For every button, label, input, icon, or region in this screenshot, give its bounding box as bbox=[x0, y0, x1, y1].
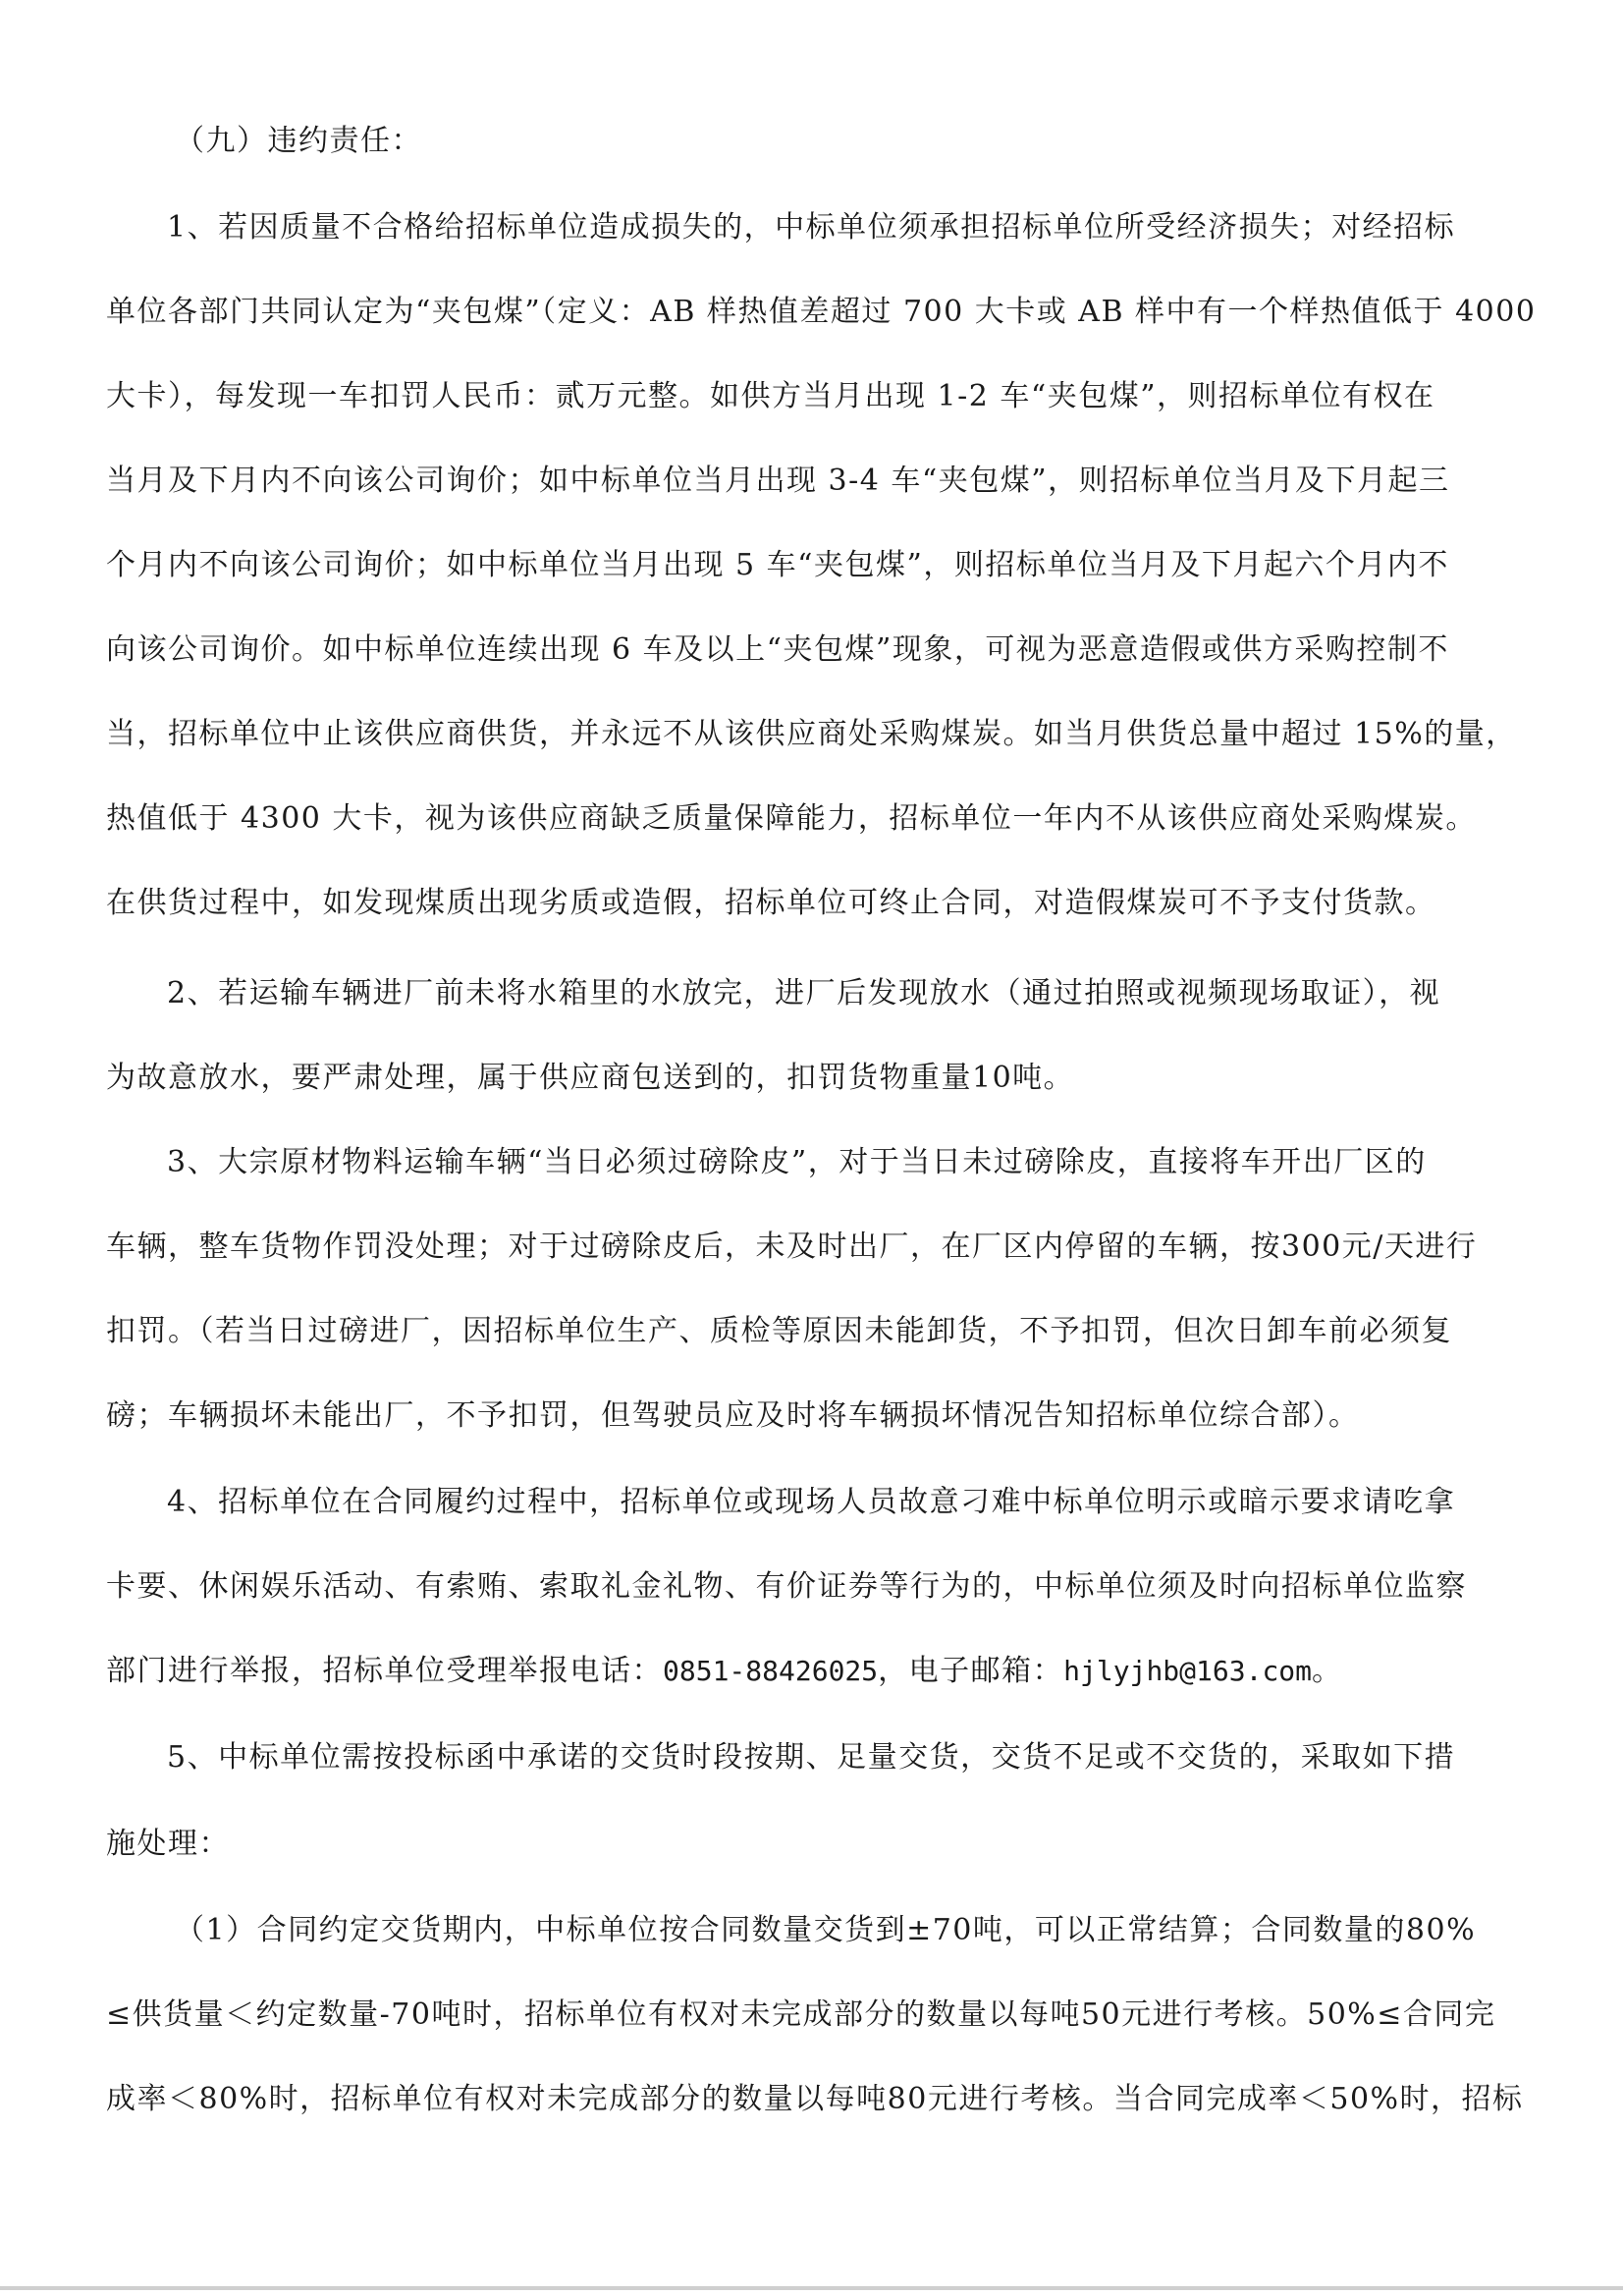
clause-1-line-6: 向该公司询价。如中标单位连续出现 6 车及以上“夹包煤”现象，可视为恶意造假或供方采购控制不 bbox=[106, 632, 1449, 667]
clause-1-line-8: 热值低于 4300 大卡，视为该供应商缺乏质量保障能力，招标单位一年内不从该供应商处采购煤炭。 bbox=[106, 801, 1477, 836]
clause-5-line-2: 施处理： bbox=[106, 1827, 230, 1861]
clause-1-line-1: 1、若因质量不合格给招标单位造成损失的，中标单位须承担招标单位所受经济损失；对经招标 bbox=[167, 210, 1456, 245]
clause-5-1-line-2: ≤供货量＜约定数量-70吨时，招标单位有权对未完成部分的数量以每吨50元进行考核。50%≤合同完 bbox=[106, 1997, 1496, 2032]
clause-5-1-line-3: 成率＜80%时，招标单位有权对未完成部分的数量以每吨80元进行考核。当合同完成率＜50%时，招标 bbox=[106, 2082, 1524, 2116]
clause-1-line-2: 单位各部门共同认定为“夹包煤”（定义：AB 样热值差超过 700 大卡或 AB 样中有一个样热值低于 4000 bbox=[106, 295, 1537, 329]
clause-4-line-3-suffix: 。 bbox=[1312, 1654, 1343, 1688]
clause-1-line-7: 当，招标单位中止该供应商供货，并永远不从该供应商处采购煤炭。如当月供货总量中超过 15%的量， bbox=[106, 717, 1517, 751]
clause-4-line-3-prefix: 部门进行举报，招标单位受理举报电话： bbox=[106, 1654, 663, 1688]
clause-3-line-1: 3、大宗原材物料运输车辆“当日必须过磅除皮”，对于当日未过磅除皮，直接将车开出厂区的 bbox=[167, 1145, 1427, 1179]
complaint-phone: 0851-88426025 bbox=[663, 1655, 879, 1687]
section-heading: （九）违约责任： bbox=[175, 124, 422, 158]
complaint-email: hjlyjhb@163.com bbox=[1063, 1655, 1313, 1687]
clause-2-line-1: 2、若运输车辆进厂前未将水箱里的水放完，进厂后发现放水（通过拍照或视频现场取证），视 bbox=[167, 976, 1441, 1011]
clause-1-line-5: 个月内不向该公司询价；如中标单位当月出现 5 车“夹包煤”，则招标单位当月及下月起六个月内不 bbox=[106, 548, 1449, 582]
clause-1-line-3: 大卡），每发现一车扣罚人民币：贰万元整。如供方当月出现 1-2 车“夹包煤”，则招标单位有权在 bbox=[106, 379, 1435, 413]
clause-3-line-2: 车辆，整车货物作罚没处理；对于过磅除皮后，未及时出厂，在厂区内停留的车辆，按300元/天进行 bbox=[106, 1230, 1478, 1264]
clause-5-line-1: 5、中标单位需按投标函中承诺的交货时段按期、足量交货，交货不足或不交货的，采取如下措 bbox=[167, 1740, 1456, 1775]
clause-4-line-1: 4、招标单位在合同履约过程中，招标单位或现场人员故意刁难中标单位明示或暗示要求请吃拿 bbox=[167, 1485, 1456, 1519]
clause-5-1-line-1: （1）合同约定交货期内，中标单位按合同数量交货到±70吨，可以正常结算；合同数量的80% bbox=[175, 1913, 1477, 1947]
clause-4-line-2: 卡要、休闲娱乐活动、有索贿、索取礼金礼物、有价证券等行为的，中标单位须及时向招标单位监察 bbox=[106, 1569, 1467, 1604]
clause-4-line-3-mid: ，电子邮箱： bbox=[878, 1654, 1064, 1688]
clause-3-line-3: 扣罚。（若当日过磅进厂，因招标单位生产、质检等原因未能卸货，不予扣罚，但次日卸车前必须复 bbox=[106, 1314, 1452, 1348]
clause-4-line-3 bbox=[106, 1650, 1540, 1693]
clause-1-line-9: 在供货过程中，如发现煤质出现劣质或造假，招标单位可终止合同，对造假煤炭可不予支付货款。 bbox=[106, 886, 1436, 920]
clause-3-line-4: 磅；车辆损坏未能出厂，不予扣罚，但驾驶员应及时将车辆损坏情况告知招标单位综合部）。 bbox=[106, 1398, 1360, 1433]
clause-1-line-4: 当月及下月内不向该公司询价；如中标单位当月出现 3-4 车“夹包煤”，则招标单位当月及下月起三 bbox=[106, 464, 1450, 498]
page-bottom-edge bbox=[0, 2286, 1623, 2290]
clause-2-line-2: 为故意放水，要严肃处理，属于供应商包送到的，扣罚货物重量10吨。 bbox=[106, 1061, 1075, 1095]
